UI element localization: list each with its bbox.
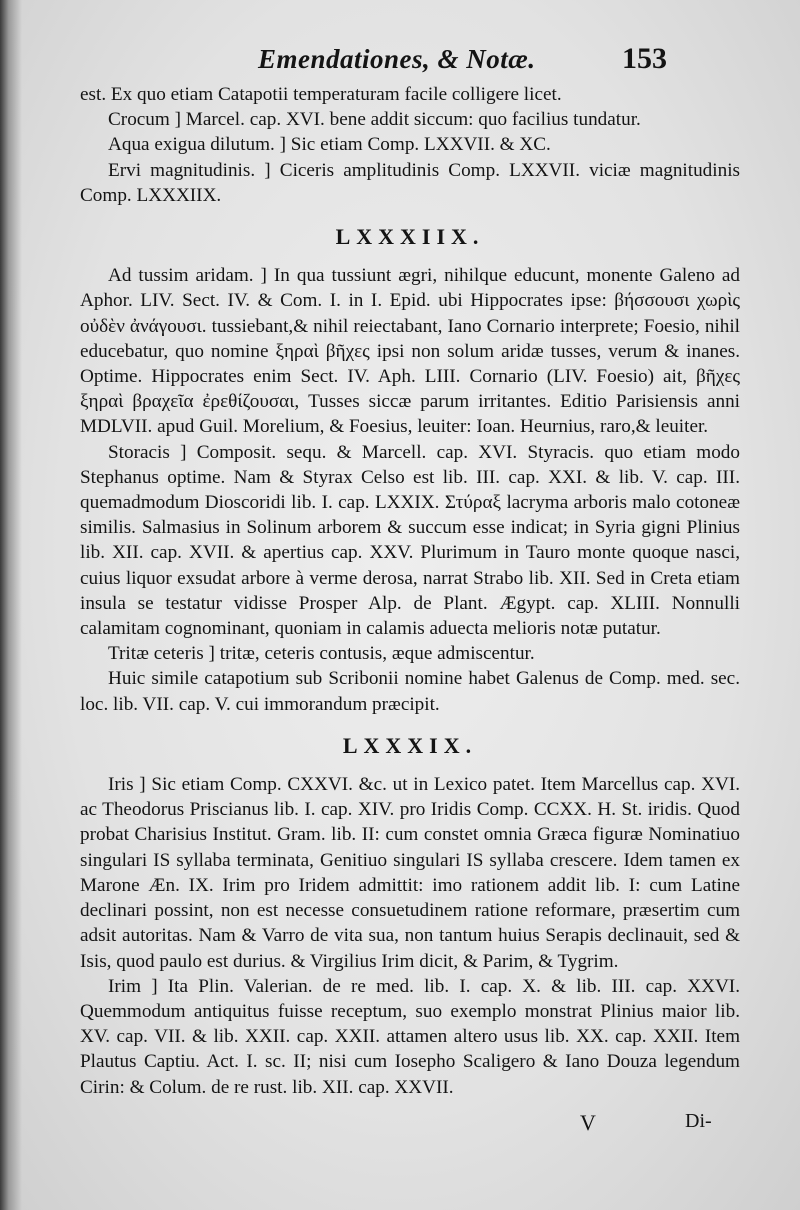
section-heading: LXXXIX. bbox=[342, 732, 478, 758]
paragraph: Crocum ] Marcel. cap. XVI. bene addit siccum: quo facilius tundatur. bbox=[108, 109, 641, 131]
paragraph: est. Ex quo etiam Catapotii temperaturam facile colligere licet. bbox=[80, 84, 562, 105]
paragraph: Ervi magnitudinis. ] Ciceris amplitudinis Comp. LXXVII. viciæ magnitudinis Comp. LXXXIIX. bbox=[80, 159, 740, 206]
paragraph: Storacis ] Composit. sequ. & Marcell. cap. XVI. Styracis. quo etiam modo Stephanus optime. Nam & Styrax Celso est lib. III. cap. XXI. & lib. V. cap. III. quemadmodum Dioscoridi lib. I. cap. LXXIX. Στύραξ lacryma arboris malo cotoneæ similis. Salmasius in Solinum arborem & succum esse indicat; in Syria gigni Plinius lib. XII. cap. XVII. & apertius cap. XXV. Plurimum in Tauro monte quoque nasci, cuius liquor exsudat arbore à verme derosa, narrat Strabo lib. XII. Sed in Creta etiam insula se testatur vidisse Prosper Alp. de Plant. Ægypt. cap. XLIII. Nonnulli calamitam cognominant, quoniam in calamis aduecta melioris notæ putatur. bbox=[80, 441, 740, 640]
paragraph: Aqua exigua dilutum. ] Sic etiam Comp. LXXVII. & XC. bbox=[108, 134, 551, 156]
paragraph: Irim ] Ita Plin. Valerian. de re med. lib. I. cap. X. & lib. III. cap. XXVI. Quemmodum antiquitus fuisse receptum, suo exemplo monstrat Plinius maior lib. XV. cap. VII. & lib. XXII. cap. XXII. attamen altero usus lib. XX. cap. XXII. Item Plautus Captiu. Act. I. sc. II; nisi cum Iosepho Scaligero & Iano Douza legendum Cirin: & Colum. de re rust. lib. XII. cap. XXVII. bbox=[80, 975, 740, 1098]
page-header bbox=[250, 40, 710, 80]
signature-mark: V bbox=[580, 1110, 596, 1135]
paragraph: Iris ] Sic etiam Comp. CXXVI. &c. ut in Lexico patet. Item Marcellus cap. XVI. ac Theodorus Priscianus lib. I. cap. XIV. pro Iridis Comp. CCXX. H. St. iridis. Quod probat Charisius Institut. Gram. lib. II: cum constet omnia Græca figuræ Nominatiuo singulari IS syllaba terminata, Genitiuo singulari IS syllaba crescere. Idem tamen ex Marone Æn. IX. Irim pro Iridem admittit: imo rationem addit lib. I: cum Latine declinari possint, non est necesse consuetudinem ratione reformare, præsertim cum adsit autoritas. Nam & Varro de vita sua, non tantum huius Serapis declinauit, sed & Isis, quod paulo est durius. & Virgilius Irim dicit, & Parim, & Tygrim. bbox=[80, 774, 740, 972]
page-number: 153 bbox=[622, 42, 667, 75]
running-head: Emendationes, & Notæ. bbox=[258, 44, 536, 74]
paragraph: Huic simile catapotium sub Scribonii nomine habet Galenus de Comp. med. sec. loc. lib. VII. cap. V. cui immorandum præcipit. bbox=[80, 668, 740, 715]
paragraph: Tritæ ceteris ] tritæ, ceteris contusis, æque admiscentur. bbox=[108, 643, 535, 665]
paragraph: Ad tussim aridam. ] In qua tussiunt ægri, nihilque educunt, monente Galeno ad Aphor. LIV. Sect. IV. & Com. I. in I. Epid. ubi Hippocrates ipse: βήσσουσι χωρὶς οὐδὲν ἀνάγουσι. tussiebant,& nihil reiectabant, Iano Cornario interprete; Foesio, nihil educebatur, quo nomine ξηραὶ βῆχες ipsi non solum aridæ tusses, verum & inanes. Optime. Hippocrates enim Sect. IV. Aph. LIII. Cornario (LIV. Foesio) ait, βῆχες ξηραὶ βραχεῖα ἐρεθίζουσαι, Tusses siccæ parum irritantes. Editio Parisiensis anni MDLVII. apud Guil. Morelium, & Foesius, leuiter: Ioan. Heurnius, raro,& leuiter. bbox=[80, 265, 740, 438]
section-heading: LXXXIIX. bbox=[335, 224, 485, 250]
main-text bbox=[80, 82, 740, 1100]
page-footer bbox=[560, 1110, 750, 1140]
page-edge-shadow bbox=[0, 0, 22, 1210]
catchword: Di- bbox=[685, 1110, 712, 1132]
